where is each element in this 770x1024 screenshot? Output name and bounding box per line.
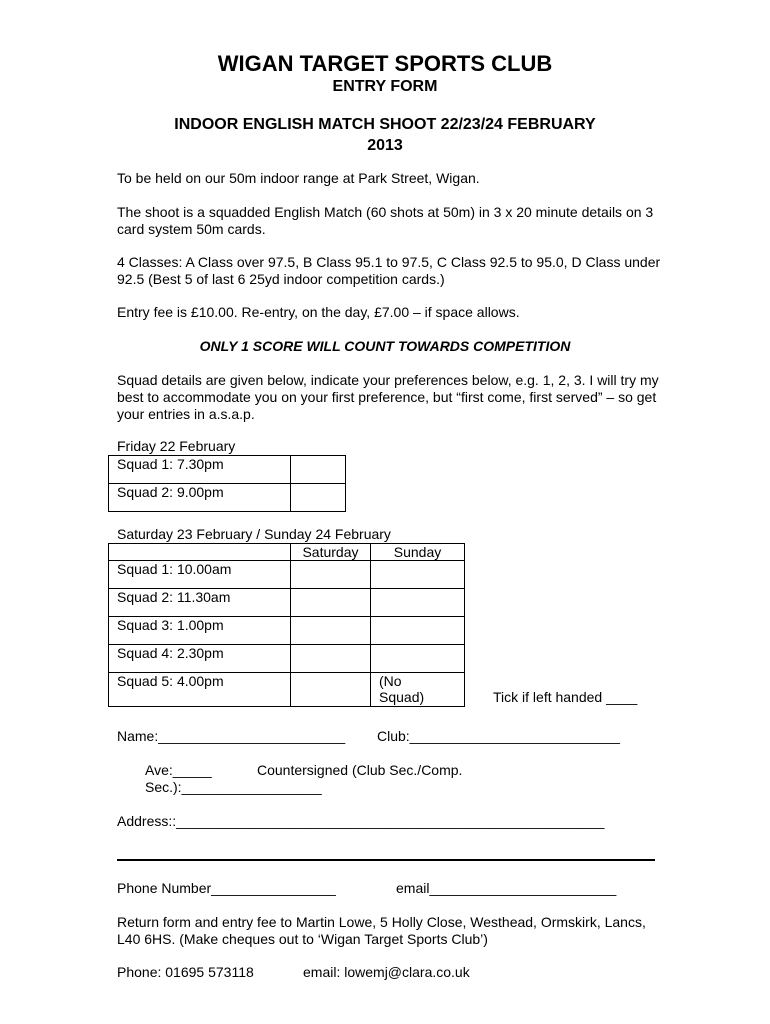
weekend-squad-4-sun-cell[interactable] [371,645,465,673]
classes-paragraph: 4 Classes: A Class over 97.5, B Class 95.1 to 97.5, C Class 92.5 to 95.0, D Class under 92.5 (Best 5 of last 6 25yd indoor competition cards.) [117,254,661,287]
weekend-table [108,543,465,707]
secretary-field[interactable]: Sec.):__________________ [145,779,322,795]
average-field[interactable]: Ave:_____ [145,762,212,778]
weekend-squad-3-label: Squad 3: 1.00pm [109,617,291,645]
name-field[interactable]: Name:________________________ [117,728,346,744]
weekend-squad-2-label: Squad 2: 11.30am [109,589,291,617]
weekend-squad-3-sat-cell[interactable] [291,617,371,645]
club-field[interactable]: Club:___________________________ [377,728,620,744]
weekend-squad-1-sat-cell[interactable] [291,561,371,589]
countersigned-label: Countersigned (Club Sec./Comp. [257,762,463,778]
event-title-line2: 2013 [367,137,403,154]
contact-email: email: lowemj@clara.co.uk [303,964,470,980]
friday-squad-2-label: Squad 2: 9.00pm [109,484,291,512]
table-row [109,589,465,617]
friday-squad-1-label: Squad 1: 7.30pm [109,456,291,484]
score-notice: ONLY 1 SCORE WILL COUNT TOWARDS COMPETITION [199,338,571,354]
no-squad-note: (No Squad) [371,673,465,707]
table-row [109,561,465,589]
return-instructions: Return form and entry fee to Martin Lowe, 5 Holly Close, Westhead, Ormskirk, Lancs, L40 6HS. (Make cheques out to ‘Wigan Target Sports Club’) [117,914,646,947]
table-row [109,456,346,484]
event-title [0,114,770,156]
table-row [109,617,465,645]
weekend-squad-2-sun-cell[interactable] [371,589,465,617]
weekend-heading: Saturday 23 February / Sunday 24 February [117,526,391,542]
weekend-squad-3-sun-cell[interactable] [371,617,465,645]
phone-field[interactable]: Phone Number________________ [117,880,336,896]
friday-heading: Friday 22 February [117,438,236,454]
address-line-2[interactable] [117,859,655,861]
form-title: ENTRY FORM [332,78,438,95]
table-row [109,645,465,673]
weekend-squad-4-label: Squad 4: 2.30pm [109,645,291,673]
contact-phone: Phone: 01695 573118 [117,964,254,980]
table-row [109,673,465,707]
venue-paragraph: To be held on our 50m indoor range at Park Street, Wigan. [117,170,480,186]
weekend-squad-5-sat-cell[interactable] [291,673,371,707]
table-row [109,484,346,512]
weekend-squad-2-sat-cell[interactable] [291,589,371,617]
address-field[interactable]: Address::_______________________________________________________ [117,813,605,829]
club-title: WIGAN TARGET SPORTS CLUB [217,51,553,76]
squad-paragraph: Squad details are given below, indicate your preferences below, e.g. 1, 2, 3. I will try my best to accommodate you on your first preference, but “first come, first served” – so get your entries in a.s.a.p. [117,372,659,422]
weekend-squad-5-label: Squad 5: 4.00pm [109,673,291,707]
left-handed-field[interactable]: Tick if left handed ____ [493,689,638,705]
match-paragraph: The shoot is a squadded English Match (60 shots at 50m) in 3 x 20 minute details on 3 card system 50m cards. [117,204,654,237]
col-saturday: Saturday [291,544,371,561]
weekend-squad-4-sat-cell[interactable] [291,645,371,673]
table-row [109,544,465,561]
fee-paragraph: Entry fee is £10.00. Re-entry, on the day, £7.00 – if space allows. [117,304,520,320]
weekend-squad-1-label: Squad 1: 10.00am [109,561,291,589]
friday-squad-1-cell[interactable] [291,456,346,484]
weekend-squad-1-sun-cell[interactable] [371,561,465,589]
col-sunday: Sunday [371,544,465,561]
friday-squad-2-cell[interactable] [291,484,346,512]
email-field[interactable]: email________________________ [396,880,617,896]
friday-table [108,455,346,512]
event-title-line1: INDOOR ENGLISH MATCH SHOOT 22/23/24 FEBRUARY [174,116,596,133]
